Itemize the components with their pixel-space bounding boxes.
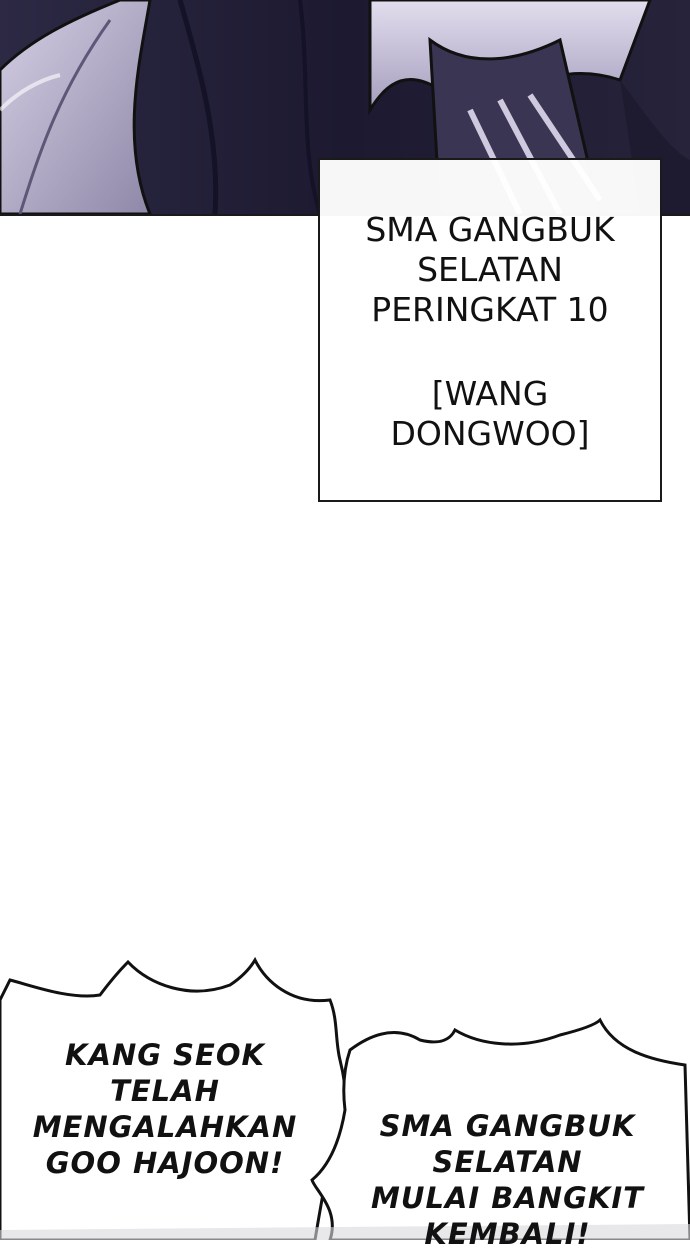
- caption-line: SELATAN: [417, 250, 563, 289]
- speech-bubble-left-text: [30, 1037, 300, 1181]
- bubble-line: SELATAN: [432, 1145, 583, 1179]
- speech-bubble-right-text: [365, 1108, 650, 1252]
- caption-line: DONGWOO]: [390, 414, 590, 453]
- bubble-line: MENGALAHKAN: [32, 1110, 298, 1144]
- caption-character-name: [320, 374, 660, 454]
- bubble-line: MULAI BANGKIT: [371, 1181, 644, 1215]
- bubble-line: TELAH: [110, 1074, 220, 1108]
- bubble-line: SMA GANGBUK: [379, 1109, 636, 1143]
- narration-caption-box: [318, 158, 662, 502]
- bubble-line: KEMBALI!: [424, 1217, 591, 1251]
- speech-bubbles-area: [0, 940, 690, 1251]
- caption-line: [WANG: [431, 374, 549, 413]
- bubble-line: GOO HAJOON!: [45, 1146, 285, 1180]
- caption-line: PERINGKAT 10: [371, 290, 609, 329]
- bubble-line: KANG SEOK: [65, 1038, 265, 1072]
- caption-school-rank: [320, 210, 660, 330]
- caption-line: SMA GANGBUK: [365, 210, 615, 249]
